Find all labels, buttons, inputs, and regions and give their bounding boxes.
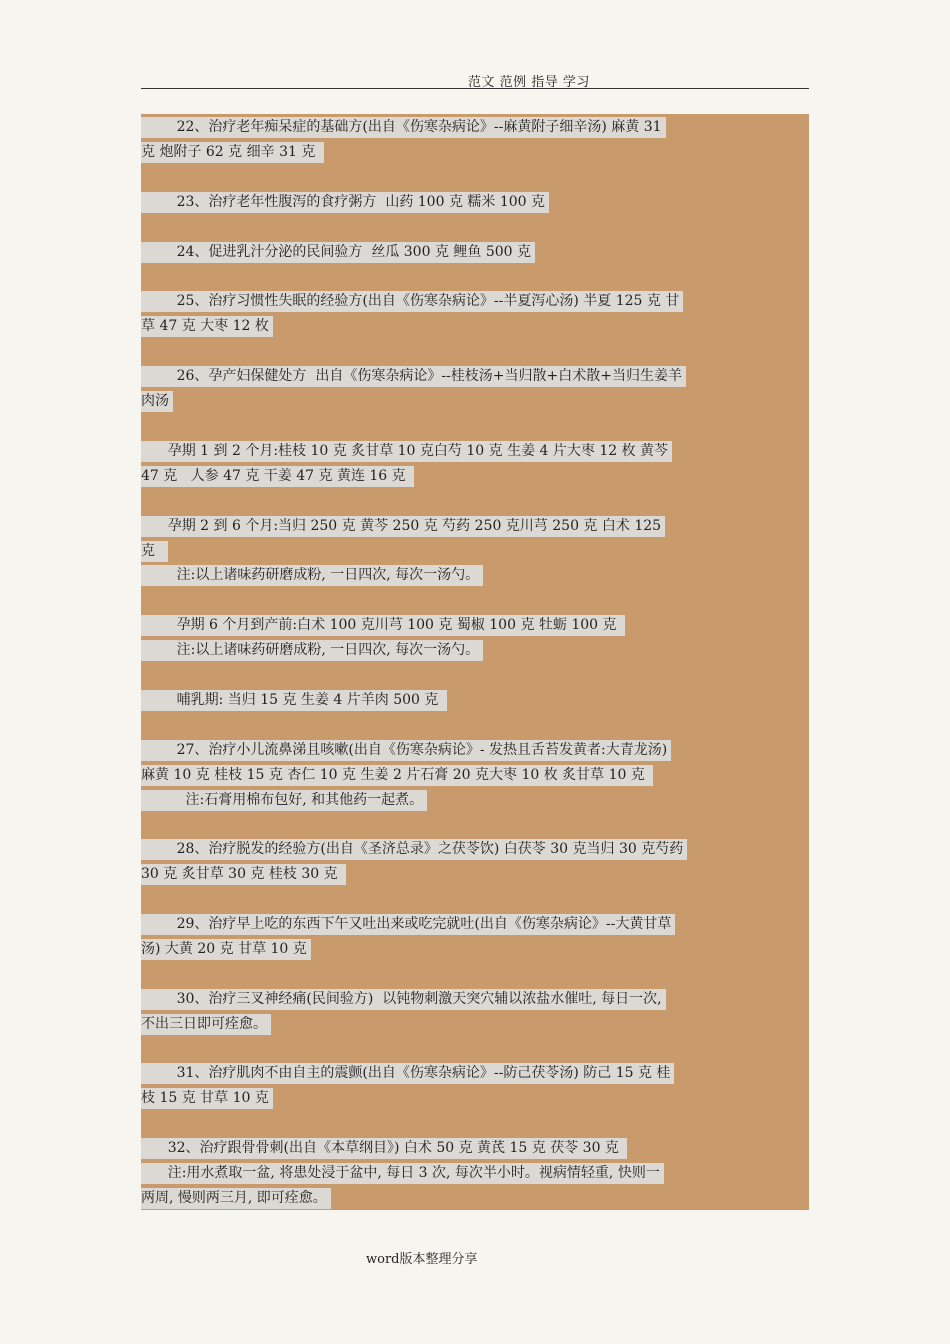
text-line: 孕期 1 到 2 个月:桂枝 10 克 炙甘草 10 克白芍 10 克 生姜 4 片大枣 12 枚 黄芩 xyxy=(141,441,672,462)
text-line: 47 克 人参 47 克 干姜 47 克 黄连 16 克 xyxy=(141,466,414,487)
page-header: 范文 范例 指导 学习 xyxy=(468,75,590,90)
text-line: 注:石膏用棉布包好, 和其他药一起煮。 xyxy=(141,790,427,811)
text-line: 克 xyxy=(141,541,168,562)
text-line: 28、治疗脱发的经验方(出自《圣济总录》之茯苓饮) 白茯苓 30 克当归 30 克芍药 xyxy=(141,839,687,860)
text-line: 孕期 6 个月到产前:白术 100 克川芎 100 克 蜀椒 100 克 牡蛎 100 克 xyxy=(141,615,625,636)
text-line: 枝 15 克 甘草 10 克 xyxy=(141,1088,273,1109)
text-line: 汤) 大黄 20 克 甘草 10 克 xyxy=(141,939,311,960)
page-footer: word版本整理分享 xyxy=(366,1252,478,1267)
text-line: 两周, 慢则两三月, 即可痊愈。 xyxy=(141,1188,331,1209)
text-line: 孕期 2 到 6 个月:当归 250 克 黄芩 250 克 芍药 250 克川芎 250 克 白术 125 xyxy=(141,516,665,537)
text-line: 哺乳期: 当归 15 克 生姜 4 片羊肉 500 克 xyxy=(141,690,447,711)
text-line: 注:以上诸味药研磨成粉, 一日四次, 每次一汤勺。 xyxy=(141,565,483,586)
text-line: 不出三日即可痊愈。 xyxy=(141,1014,271,1035)
text-line: 26、孕产妇保健处方 出自《伤寒杂病论》--桂枝汤+当归散+白术散+当归生姜羊 xyxy=(141,366,686,387)
text-line: 23、治疗老年性腹泻的食疗粥方 山药 100 克 糯米 100 克 xyxy=(141,192,549,213)
text-line: 32、治疗跟骨骨刺(出自《本草纲目》) 白术 50 克 黄芪 15 克 茯苓 30 克 xyxy=(141,1138,627,1159)
text-line: 30、治疗三叉神经痛(民间验方) 以钝物刺激天突穴辅以浓盐水催吐, 每日一次, xyxy=(141,989,666,1010)
text-line: 24、促进乳汁分泌的民间验方 丝瓜 300 克 鲤鱼 500 克 xyxy=(141,242,535,263)
text-line: 30 克 炙甘草 30 克 桂枝 30 克 xyxy=(141,864,346,885)
text-line: 克 炮附子 62 克 细辛 31 克 xyxy=(141,142,324,163)
text-line: 注:以上诸味药研磨成粉, 一日四次, 每次一汤勺。 xyxy=(141,640,483,661)
text-line: 25、治疗习惯性失眠的经验方(出自《伤寒杂病论》--半夏泻心汤) 半夏 125 克 甘 xyxy=(141,291,683,312)
text-line: 22、治疗老年痴呆症的基础方(出自《伤寒杂病论》--麻黄附子细辛汤) 麻黄 31 xyxy=(141,117,666,138)
text-line: 31、治疗肌肉不由自主的震颤(出自《伤寒杂病论》--防己茯苓汤) 防己 15 克 桂 xyxy=(141,1063,674,1084)
text-line: 27、治疗小儿流鼻涕且咳嗽(出自《伤寒杂病论》- 发热且舌苔发黄者:大青龙汤) xyxy=(141,740,671,761)
text-line: 注:用水煮取一盆, 将患处浸于盆中, 每日 3 次, 每次半小时。视病情轻重, 快则一 xyxy=(141,1163,664,1184)
text-line: 29、治疗早上吃的东西下午又吐出来或吃完就吐(出自《伤寒杂病论》--大黄甘草 xyxy=(141,914,675,935)
text-line: 草 47 克 大枣 12 枚 xyxy=(141,316,273,337)
text-line: 肉汤 xyxy=(141,391,173,412)
text-line: 麻黄 10 克 桂枝 15 克 杏仁 10 克 生姜 2 片石膏 20 克大枣 10 枚 炙甘草 10 克 xyxy=(141,765,653,786)
header-divider xyxy=(141,88,809,89)
content-panel xyxy=(141,114,809,1210)
